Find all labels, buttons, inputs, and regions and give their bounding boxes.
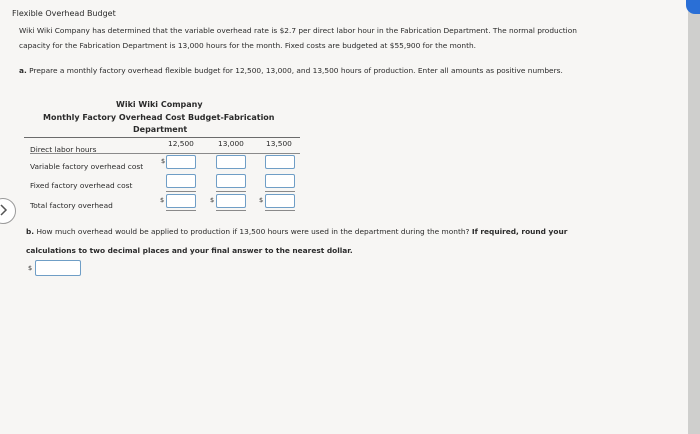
row-label-variable-overhead: Variable factory overhead cost bbox=[30, 162, 144, 171]
part-a-prompt bbox=[19, 66, 563, 75]
double-underline-1 bbox=[166, 210, 196, 211]
variable-overhead-13500-input[interactable] bbox=[265, 155, 295, 169]
subtotal-line-2 bbox=[216, 191, 246, 192]
part-b-letter: b. bbox=[26, 227, 35, 236]
header-divider bbox=[24, 137, 300, 138]
fixed-overhead-13500-input[interactable] bbox=[265, 174, 295, 188]
part-b-text: How much overhead would be applied to production if 13,500 hours were used in the department during the month? bbox=[36, 227, 470, 236]
currency-symbol-applied: $ bbox=[28, 264, 33, 272]
total-overhead-12500-input[interactable] bbox=[166, 194, 196, 208]
variable-overhead-13000-input[interactable] bbox=[216, 155, 246, 169]
row-label-direct-labor-hours: Direct labor hours bbox=[30, 145, 97, 154]
chevron-right-icon bbox=[0, 204, 8, 216]
budget-department: Department bbox=[133, 125, 188, 134]
currency-symbol-total-1: $ bbox=[160, 196, 165, 204]
intro-line-1: Wiki Wiki Company has determined that the variable overhead rate is $2.7 per direct labor hour in the Fabrication Department. The normal production bbox=[19, 26, 577, 35]
row-underline-direct-labor bbox=[30, 153, 300, 154]
company-name: Wiki Wiki Company bbox=[116, 100, 203, 109]
fixed-overhead-13000-input[interactable] bbox=[216, 174, 246, 188]
part-b-prompt bbox=[26, 227, 567, 236]
side-nav-button[interactable] bbox=[0, 198, 16, 224]
part-b-instruction: calculations to two decimal places and your final answer to the nearest dollar. bbox=[26, 246, 353, 255]
variable-overhead-12500-input[interactable] bbox=[166, 155, 196, 169]
total-overhead-13500-input[interactable] bbox=[265, 194, 295, 208]
intro-line-2: capacity for the Fabrication Department is 13,000 hours for the month. Fixed costs are budgeted at $55,900 for the month. bbox=[19, 41, 476, 50]
currency-symbol-total-2: $ bbox=[210, 196, 215, 204]
double-underline-3 bbox=[265, 210, 295, 211]
total-overhead-13000-input[interactable] bbox=[216, 194, 246, 208]
budget-title: Monthly Factory Overhead Cost Budget-Fabrication bbox=[43, 113, 275, 122]
double-underline-2 bbox=[216, 210, 246, 211]
applied-overhead-input[interactable] bbox=[35, 260, 81, 276]
row-label-fixed-overhead: Fixed factory overhead cost bbox=[30, 181, 133, 190]
part-a-text: Prepare a monthly factory overhead flexible budget for 12,500, 13,000, and 13,500 hours of production. Enter all amounts as positive numbers. bbox=[29, 66, 563, 75]
currency-symbol-total-3: $ bbox=[259, 196, 264, 204]
row-label-total-overhead: Total factory overhead bbox=[30, 201, 113, 210]
part-a-letter: a. bbox=[19, 66, 27, 75]
column-header-13000: 13,000 bbox=[218, 139, 244, 148]
problem-heading: Flexible Overhead Budget bbox=[12, 9, 116, 18]
right-scroll-rail[interactable] bbox=[688, 0, 700, 434]
part-b-instruction-start: If required, round your bbox=[471, 227, 568, 236]
fixed-overhead-12500-input[interactable] bbox=[166, 174, 196, 188]
column-header-12500: 12,500 bbox=[168, 139, 194, 148]
column-header-13500: 13,500 bbox=[266, 139, 292, 148]
currency-symbol-variable-1: $ bbox=[161, 157, 166, 165]
subtotal-line-1 bbox=[166, 191, 196, 192]
subtotal-line-3 bbox=[265, 191, 295, 192]
